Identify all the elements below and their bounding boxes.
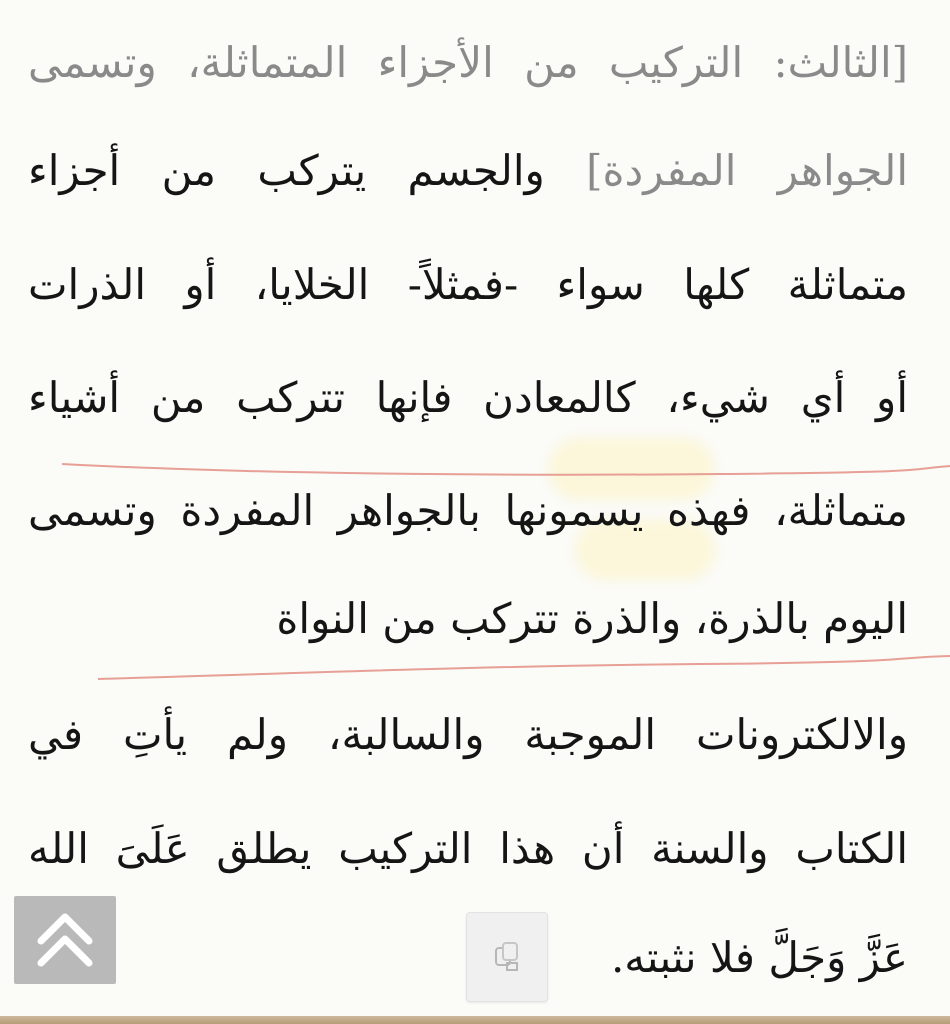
- double-chevron-up-icon: [29, 907, 101, 973]
- bracketed-heading-text: الجواهر المفردة]: [586, 146, 908, 195]
- scroll-to-top-button[interactable]: [14, 896, 116, 984]
- body-text: متماثلة، فهذه يسمونها بالجواهر المفردة وتسمى: [28, 486, 908, 535]
- text-line: [28, 574, 908, 664]
- body-text: متماثلة كلها سواء -فمثلاً- الخلايا، أو الذرات: [28, 260, 908, 309]
- bracketed-heading-text: [الثالث: التركيب من الأجزاء المتماثلة، وتسمى: [28, 38, 908, 87]
- text-line: [28, 690, 908, 780]
- text-line: [28, 804, 908, 894]
- body-text: عَزَّ وَجَلَّ فلا نثبته.: [610, 933, 908, 982]
- copy-button[interactable]: [466, 912, 548, 1002]
- body-text: والجسم يتركب من أجزاء: [28, 146, 587, 195]
- body-text: الكتاب والسنة أن هذا التركيب يطلق عَلَىَ الله: [28, 824, 908, 873]
- body-text: اليوم بالذرة، والذرة تتركب من النواة: [276, 594, 908, 643]
- bottom-border: [0, 1016, 950, 1024]
- text-line: [28, 240, 908, 330]
- body-text: أو أي شيء، كالمعادن فإنها تتركب من أشياء: [28, 373, 908, 422]
- body-text: والالكترونات الموجبة والسالبة، ولم يأتِ في: [28, 710, 908, 759]
- copy-icon: [489, 939, 525, 975]
- text-line: [28, 353, 908, 443]
- text-line: [28, 18, 908, 108]
- text-line: [28, 466, 908, 556]
- text-line: [28, 126, 908, 216]
